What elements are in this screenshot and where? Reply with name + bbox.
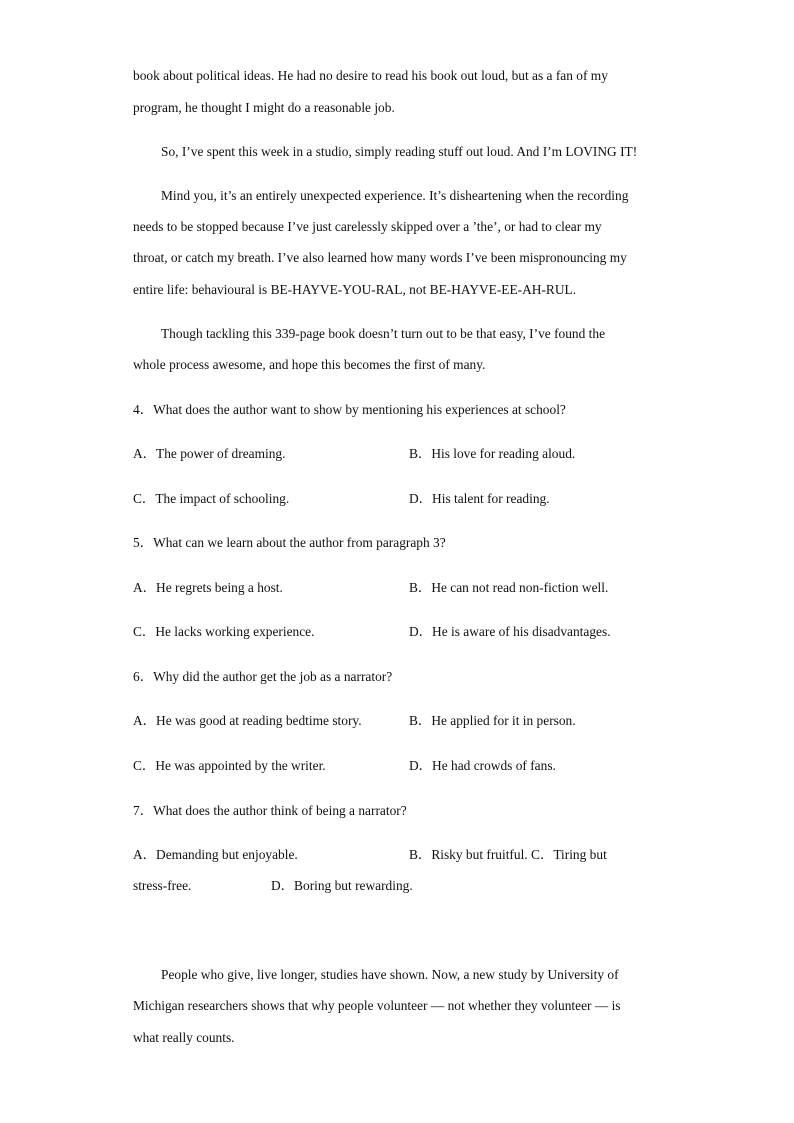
question-stem: 4．What does the author want to show by mentioning his experiences at school? bbox=[133, 402, 566, 417]
answer-option: D．His talent for reading. bbox=[409, 491, 550, 506]
passage-text-line: needs to be stopped because I’ve just carelessly skipped over a ’the’, or had to clear my bbox=[133, 219, 602, 234]
answer-option: C．He was appointed by the writer. bbox=[133, 758, 326, 773]
question-stem: 6．Why did the author get the job as a narrator? bbox=[133, 669, 393, 684]
passage-text-line: Mind you, it’s an entirely unexpected experience. It’s disheartening when the recording bbox=[161, 188, 629, 203]
passage-text-line: Michigan researchers shows that why people volunteer — not whether they volunteer — is bbox=[133, 998, 621, 1013]
passage-text-line: entire life: behavioural is BE-HAYVE-YOU-RAL, not BE-HAYVE-EE-AH-RUL. bbox=[133, 282, 577, 297]
passage-text-line: program, he thought I might do a reasonable job. bbox=[133, 100, 395, 115]
question-stem: 5．What can we learn about the author from paragraph 3? bbox=[133, 535, 446, 550]
answer-option-continuation: stress-free. bbox=[133, 878, 192, 893]
passage-paragraph: So, I’ve spent this week in a studio, simply reading stuff out loud. And I’m LOVING IT! bbox=[161, 144, 638, 159]
answer-option: B．He can not read non-fiction well. bbox=[409, 580, 609, 595]
passage-text-line: what really counts. bbox=[133, 1030, 235, 1045]
answer-option: C．The impact of schooling. bbox=[133, 491, 290, 506]
passage-text-line: throat, or catch my breath. I’ve also learned how many words I’ve been mispronouncing my bbox=[133, 250, 627, 265]
answer-option: B．His love for reading aloud. bbox=[409, 446, 576, 461]
answer-option: D．He is aware of his disadvantages. bbox=[409, 624, 611, 639]
answer-option: C．He lacks working experience. bbox=[133, 624, 315, 639]
question-stem: 7．What does the author think of being a narrator? bbox=[133, 803, 407, 818]
answer-option: A．The power of dreaming. bbox=[133, 446, 286, 461]
answer-option: A．He regrets being a host. bbox=[133, 580, 283, 595]
answer-option: A．Demanding but enjoyable. bbox=[133, 847, 298, 862]
passage-text-line: Though tackling this 339-page book doesn’t turn out to be that easy, I’ve found the bbox=[161, 326, 606, 341]
answer-option: B．Risky but fruitful. C．Tiring but bbox=[409, 847, 607, 862]
passage-text-line: People who give, live longer, studies have shown. Now, a new study by University of bbox=[161, 967, 619, 982]
passage-text-line: book about political ideas. He had no desire to read his book out loud, but as a fan of my bbox=[133, 68, 608, 83]
passage-text-line: whole process awesome, and hope this becomes the first of many. bbox=[133, 357, 486, 372]
answer-option: D．He had crowds of fans. bbox=[409, 758, 556, 773]
answer-option: A．He was good at reading bedtime story. bbox=[133, 713, 362, 728]
answer-option: B．He applied for it in person. bbox=[409, 713, 576, 728]
answer-option: D．Boring but rewarding. bbox=[271, 878, 413, 893]
